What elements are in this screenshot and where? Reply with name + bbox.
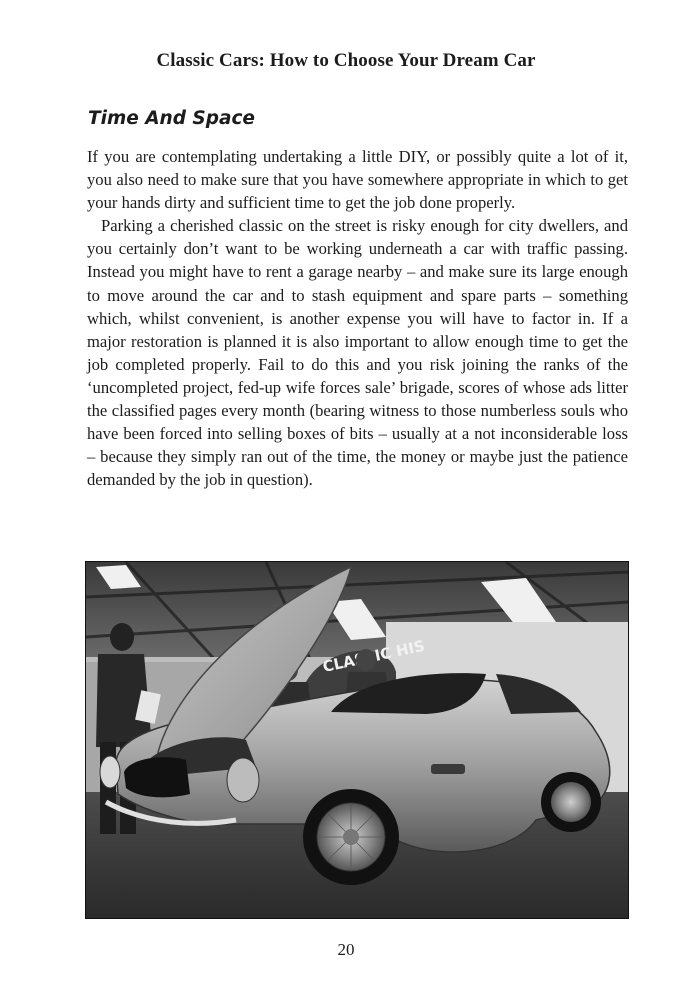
sign-text: HIS [394, 636, 427, 661]
running-head-title: Classic Cars: How to Choose Your Dream Car [156, 50, 536, 71]
car-photo [85, 561, 629, 919]
paragraph-1: If you are contemplating undertaking a little DIY, or possibly quite a lot of it, you also need to make sure that you have somewhere appropriate in which to get your hands dirty and sufficient time to get the job done properly. [87, 147, 628, 213]
section-title: Time And Space [88, 108, 255, 129]
paragraph-2: Parking a cherished classic on the street is risky enough for city dwellers, and you certainly don’t want to be working underneath a car with traffic passing. Instead you might have to rent a garage nearby – and make sure its large enough to move around the car and to stash equipment and spare parts – something which, whilst convenient, is another expense you will have to factor in. If a major restoration is planned it is also important to allow enough time to get the job completed properly. Fail to do this and you risk joining the ranks of the ‘uncompleted project, fed-up wife forces sale’ brigade, scores of whose ads litter the classified pages every month (bearing witness to those numberless souls who have been forced into selling boxes of bits – usually at a not inconsiderable loss – because they simply ran out of the time, the money or maybe just the patience demanded by the job in question). [87, 216, 628, 490]
body-text [87, 145, 628, 491]
page-number: 20 [337, 940, 355, 959]
